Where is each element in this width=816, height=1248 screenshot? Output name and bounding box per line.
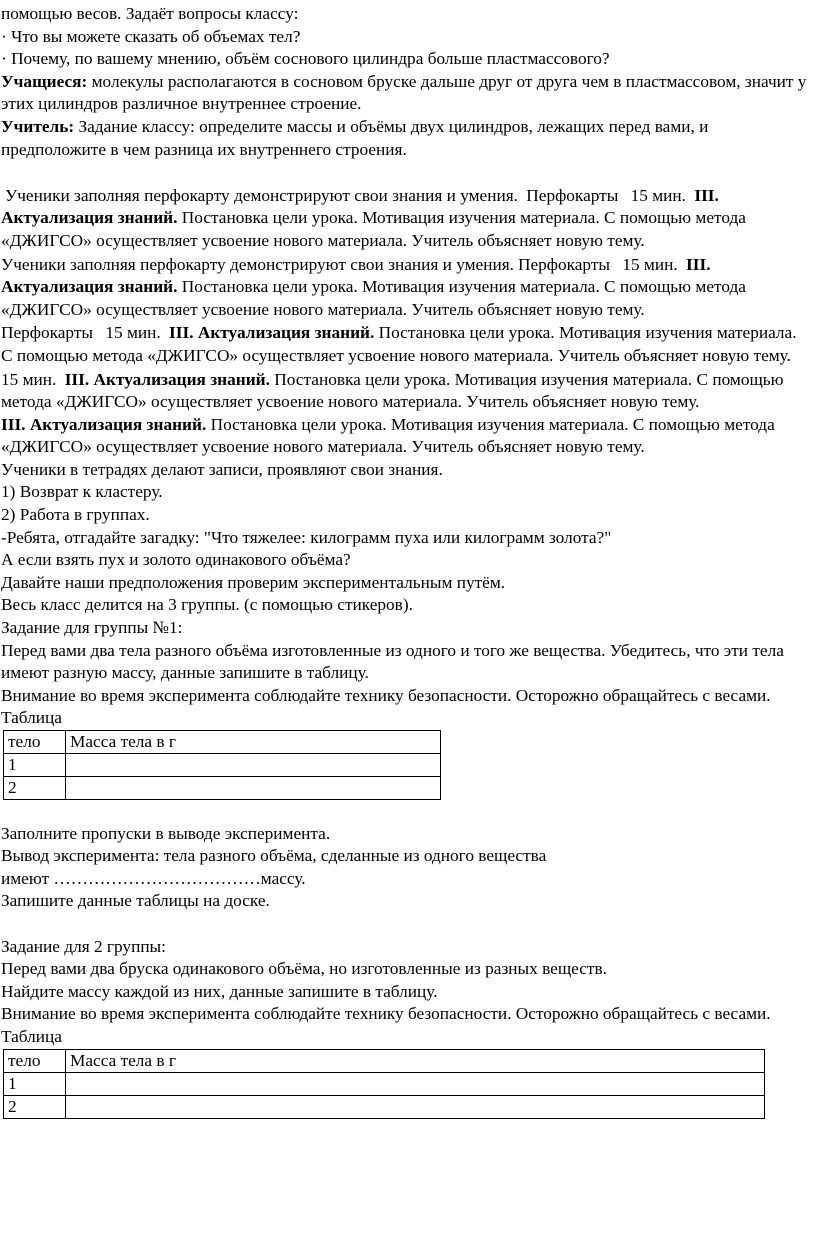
question-2: · Почему, по вашему мнению, объём соснового цилиндра больше пластмассового? xyxy=(1,49,610,69)
paragraph: Давайте наши предположения проверим экспериментальным путём. xyxy=(1,572,506,592)
table-row xyxy=(4,777,441,800)
table-cell: 1 xyxy=(4,1072,66,1095)
table-cell xyxy=(66,754,441,777)
section-heading: III. Актуализация знаний. xyxy=(1,414,207,434)
group-1-title: Задание для группы №1: xyxy=(1,618,183,638)
table-cell: 2 xyxy=(4,777,66,800)
table-cell xyxy=(66,1095,765,1118)
paragraph: Перед вами два тела разного объёма изготовленные из одного и того же вещества. Убедитесь, что эти тела имеют разную массу, данные запишите в таблицу. xyxy=(1,640,784,683)
repeated-block-3: Перфокарты 15 мин. III. Актуализация знаний. Постановка цели урока. Мотивация изучения материала. С помощью метода «ДЖИГСО» осуществляет усвоение нового материала. Учитель объясняет новую тему. xyxy=(1,323,797,365)
table-row xyxy=(4,754,441,777)
repeated-block-1: Ученики заполняя перфокарту демонстрируют свои знания и умения. Перфокарты 15 мин. III. Актуализация знаний. Постановка цели урока. Мотивация изучения материала. С помощью метода «ДЖИГСО» осуществляет усвоение нового материала. Учитель объясняет новую тему. xyxy=(1,185,746,250)
table-header-cell: Масса тела в г xyxy=(66,731,441,754)
paragraph: Ученики в тетрадях делают записи, проявляют свои знания. xyxy=(1,459,443,479)
table-cell xyxy=(66,1072,765,1095)
missing-glyph-icon xyxy=(56,372,60,386)
list-item: 2) Работа в группах. xyxy=(1,505,150,525)
students-label: Учащиеся: xyxy=(1,71,88,91)
table-cell: 1 xyxy=(4,754,66,777)
repeated-block-4: 15 мин. III. Актуализация знаний. Постановка цели урока. Мотивация изучения материала. С помощью метода «ДЖИГСО» осуществляет усвоение нового материала. Учитель объясняет новую тему. xyxy=(1,369,784,412)
repeated-block-2: Ученики заполняя перфокарту демонстрируют свои знания и умения. Перфокарты 15 мин. III. Актуализация знаний. Постановка цели урока. Мотивация изучения материала. С помощью метода «ДЖИГСО» осуществляет усвоение нового материала. Учитель объясняет новую тему. xyxy=(1,254,746,319)
riddle: -Ребята, отгадайте загадку: "Что тяжелее: килограмм пуха или килограмм золота?" xyxy=(1,527,612,547)
section-heading: III. Актуализация знаний. xyxy=(169,323,375,343)
conclusion-blank: имеют ………………………………массу. xyxy=(1,868,306,888)
table-row xyxy=(4,1095,765,1118)
table-cell xyxy=(66,777,441,800)
results-table-1 xyxy=(3,730,441,800)
teacher-text: Задание классу: определите массы и объёмы двух цилиндров, лежащих перед вами, и предположите в чем разница их внутреннего строения. xyxy=(1,116,709,159)
conclusion: Вывод эксперимента: тела разного объёма, сделанные из одного вещества xyxy=(1,846,547,866)
table-header-cell: Масса тела в г xyxy=(66,1049,765,1072)
list-item: 1) Возврат к кластеру. xyxy=(1,482,163,502)
table-row xyxy=(4,1072,765,1095)
teacher-label: Учитель: xyxy=(1,116,75,136)
table-row xyxy=(4,731,441,754)
blank-line xyxy=(1,913,816,936)
table-header-cell: тело xyxy=(4,1049,66,1072)
blank-line xyxy=(1,800,816,823)
table-cell: 2 xyxy=(4,1095,66,1118)
safety-note: Внимание во время эксперимента соблюдайте технику безопасности. Осторожно обращайтесь с весами. xyxy=(1,1004,771,1024)
question-1: · Что вы можете сказать об объемах тел? xyxy=(1,26,301,46)
table-row xyxy=(4,1049,765,1072)
paragraph: Весь класс делится на 3 группы. (с помощью стикеров). xyxy=(1,595,413,615)
students-answer xyxy=(1,71,816,116)
safety-note: Внимание во время эксперимента соблюдайте технику безопасности. Осторожно обращайтесь с весами. xyxy=(1,685,771,705)
repeated-block-5: III. Актуализация знаний. Постановка цели урока. Мотивация изучения материала. С помощью метода «ДЖИГСО» осуществляет усвоение нового материала. Учитель объясняет новую тему. xyxy=(1,414,775,457)
paragraph: помощью весов. Задаёт вопросы классу: xyxy=(1,4,299,23)
missing-glyph-icon xyxy=(686,188,690,202)
students-text: молекулы располагаются в сосновом бруске дальше друг от друга чем в пластмассовом, значит у этих цилиндров различное внутреннее строение. xyxy=(1,71,807,114)
section-heading: III. Актуализация знаний. xyxy=(1,185,719,228)
paragraph: Заполните пропуски в выводе эксперимента. xyxy=(1,823,331,843)
table-caption: Таблица xyxy=(1,1026,62,1046)
paragraph: Перед вами два бруска одинакового объёма, но изготовленные из разных веществ. xyxy=(1,959,607,979)
missing-glyph-icon xyxy=(161,325,165,339)
paragraph: Найдите массу каждой из них, данные запишите в таблицу. xyxy=(1,981,438,1001)
table-caption: Таблица xyxy=(1,708,62,728)
paragraph: Запишите данные таблицы на доске. xyxy=(1,891,270,911)
blank-line xyxy=(1,161,816,184)
missing-glyph-icon xyxy=(678,257,682,271)
section-heading: III. Актуализация знаний. xyxy=(1,254,711,297)
section-heading: III. Актуализация знаний. xyxy=(64,369,270,389)
table-header-cell: тело xyxy=(4,731,66,754)
paragraph: А если взять пух и золото одинакового объёма? xyxy=(1,550,351,570)
results-table-2 xyxy=(3,1049,765,1119)
teacher-task xyxy=(1,116,816,161)
group-2-title: Задание для 2 группы: xyxy=(1,936,166,956)
